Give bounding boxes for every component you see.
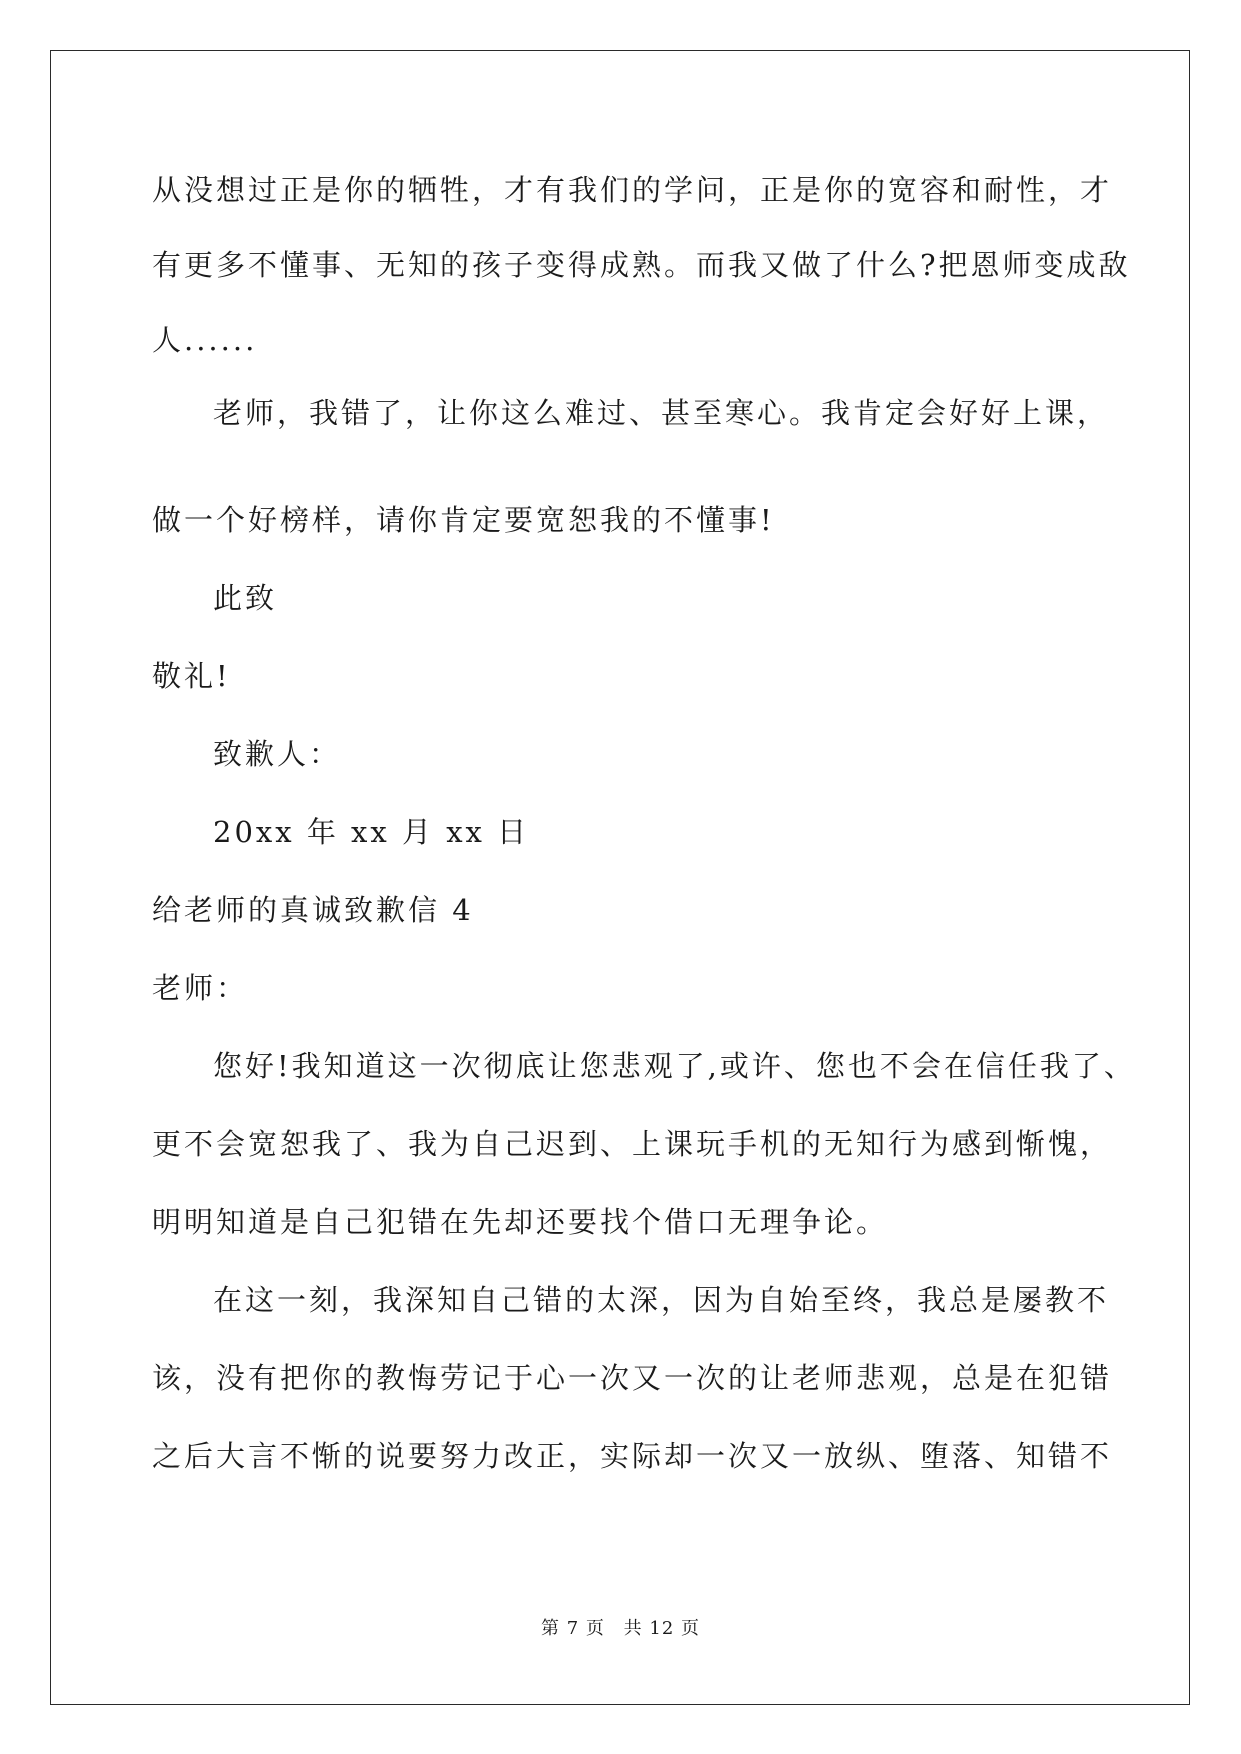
page-number: 第 7 页 xyxy=(541,1618,605,1639)
page-total: 共 12 页 xyxy=(623,1618,700,1639)
signature-line: 致歉人： xyxy=(213,737,342,771)
text-line: 有更多不懂事、无知的孩子变得成熟。而我又做了什么?把恩师变成敌 xyxy=(152,248,1131,282)
text-line: 之后大言不惭的说要努力改正，实际却一次又一放纵、堕落、知错不 xyxy=(152,1439,1113,1473)
salutation-line: 此致 xyxy=(213,581,278,615)
text-line: 人...... xyxy=(152,323,258,357)
page-footer xyxy=(0,1614,1241,1640)
text-line: 您好!我知道这一次彻底让您悲观了,或许、您也不会在信任我了、 xyxy=(213,1049,1136,1083)
text-line: 明明知道是自己犯错在先却还要找个借口无理争论。 xyxy=(152,1205,889,1239)
text-line: 在这一刻，我深知自己错的太深，因为自始至终，我总是屡教不 xyxy=(213,1283,1110,1317)
text-line: 更不会宽恕我了、我为自己迟到、上课玩手机的无知行为感到惭愧， xyxy=(152,1127,1113,1161)
text-line: 该，没有把你的教悔劳记于心一次又一次的让老师悲观，总是在犯错 xyxy=(152,1361,1113,1395)
section-heading: 给老师的真诚致歉信 4 xyxy=(152,893,474,927)
text-line: 做一个好榜样，请你肯定要宽恕我的不懂事! xyxy=(152,503,775,537)
salutation-line: 敬礼! xyxy=(152,659,231,693)
text-line: 老师，我错了，让你这么难过、甚至寒心。我肯定会好好上课， xyxy=(213,396,1110,430)
text-line: 从没想过正是你的牺牲，才有我们的学问，正是你的宽容和耐性，才 xyxy=(152,173,1113,207)
greeting-line: 老师： xyxy=(152,971,249,1005)
date-line: 20xx 年 xx 月 xx 日 xyxy=(213,815,530,849)
